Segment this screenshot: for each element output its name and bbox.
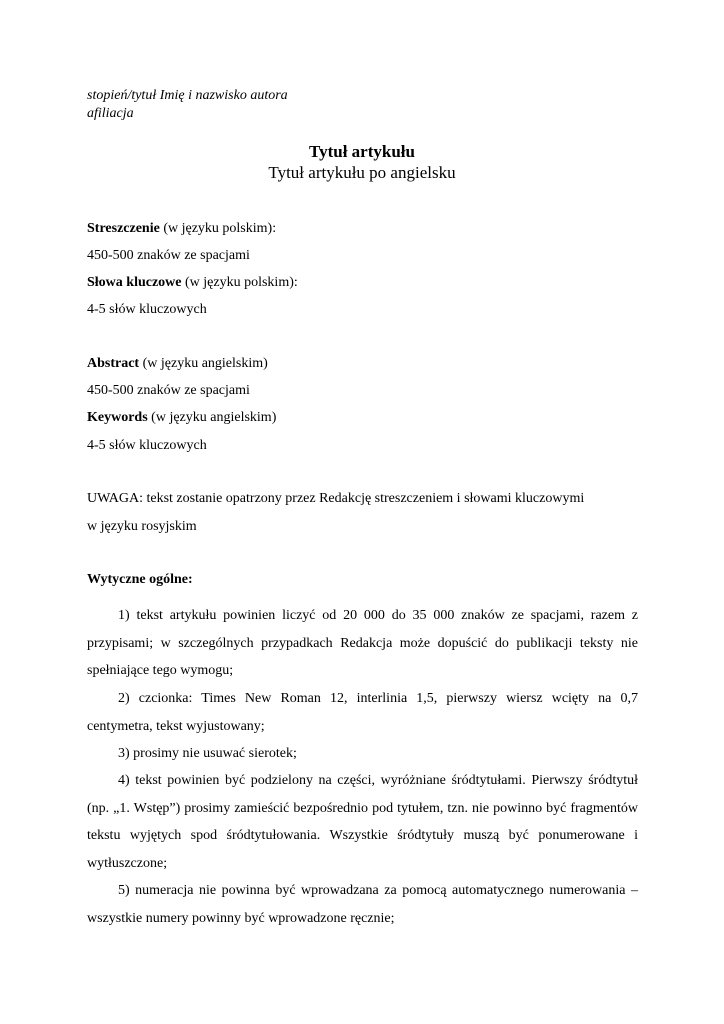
polish-keywords-note: (w języku polskim): xyxy=(181,275,298,290)
guideline-item: 5) numeracja nie powinna być wprowadzana za pomocą automatycznego numerowania – wszystkie numery powinny być wprowadzone ręcznie; xyxy=(87,883,638,926)
article-title: Tytuł artykułu xyxy=(309,142,415,161)
english-abstract-heading xyxy=(87,356,268,372)
polish-abstract-text: 450-500 znaków ze spacjami xyxy=(87,248,250,263)
author-line: stopień/tytuł Imię i nazwisko autora xyxy=(87,88,288,103)
guideline-item: 3) prosimy nie usuwać sierotek; xyxy=(118,746,297,761)
note-line-2: w języku rosyjskim xyxy=(87,519,197,534)
guideline-item: 1) tekst artykułu powinien liczyć od 20 000 do 35 000 znaków ze spacjami, razem z przypisami; w szczególnych przypadkach Redakcja może dopuścić do publikacji teksty nie spełniające tego wymogu; xyxy=(87,608,638,679)
guideline-item: 4) tekst powinien być podzielony na części, wyróżniane śródtytułami. Pierwszy śródtytuł (np. „1. Wstęp”) prosimy zamieścić bezpośrednio pod tytułem, tzn. nie powinno być fragmentów tekstu wyjętych spod śródtytułowania. Wszystkie śródtytuły muszą być ponumerowane i wytłuszczone; xyxy=(87,773,638,871)
polish-keywords-heading xyxy=(87,275,298,291)
english-abstract-note: (w języku angielskim) xyxy=(139,356,268,371)
article-title-english: Tytuł artykułu po angielsku xyxy=(268,163,456,182)
english-keywords-note: (w języku angielskim) xyxy=(147,410,277,425)
guidelines-heading xyxy=(87,572,193,588)
guideline-item: 2) czcionka: Times New Roman 12, interlinia 1,5, pierwszy wiersz wcięty na 0,7 centymetra, tekst wyjustowany; xyxy=(87,691,638,734)
polish-abstract-heading xyxy=(87,221,276,237)
english-keywords-text: 4-5 słów kluczowych xyxy=(87,438,207,453)
author-affiliation: afiliacja xyxy=(87,106,134,121)
polish-keywords-label: Słowa kluczowe xyxy=(87,275,182,290)
note-line-1: UWAGA: tekst zostanie opatrzony przez Redakcję streszczeniem i słowami kluczowymi xyxy=(87,491,585,506)
guidelines-heading-label: Wytyczne ogólne: xyxy=(87,572,193,587)
english-keywords-heading xyxy=(87,410,276,426)
english-abstract-text: 450-500 znaków ze spacjami xyxy=(87,383,250,398)
english-abstract-label: Abstract xyxy=(87,356,140,371)
english-keywords-label: Keywords xyxy=(87,410,148,425)
polish-keywords-text: 4-5 słów kluczowych xyxy=(87,302,207,317)
polish-abstract-note: (w języku polskim): xyxy=(159,221,277,236)
polish-abstract-label: Streszczenie xyxy=(87,221,160,236)
